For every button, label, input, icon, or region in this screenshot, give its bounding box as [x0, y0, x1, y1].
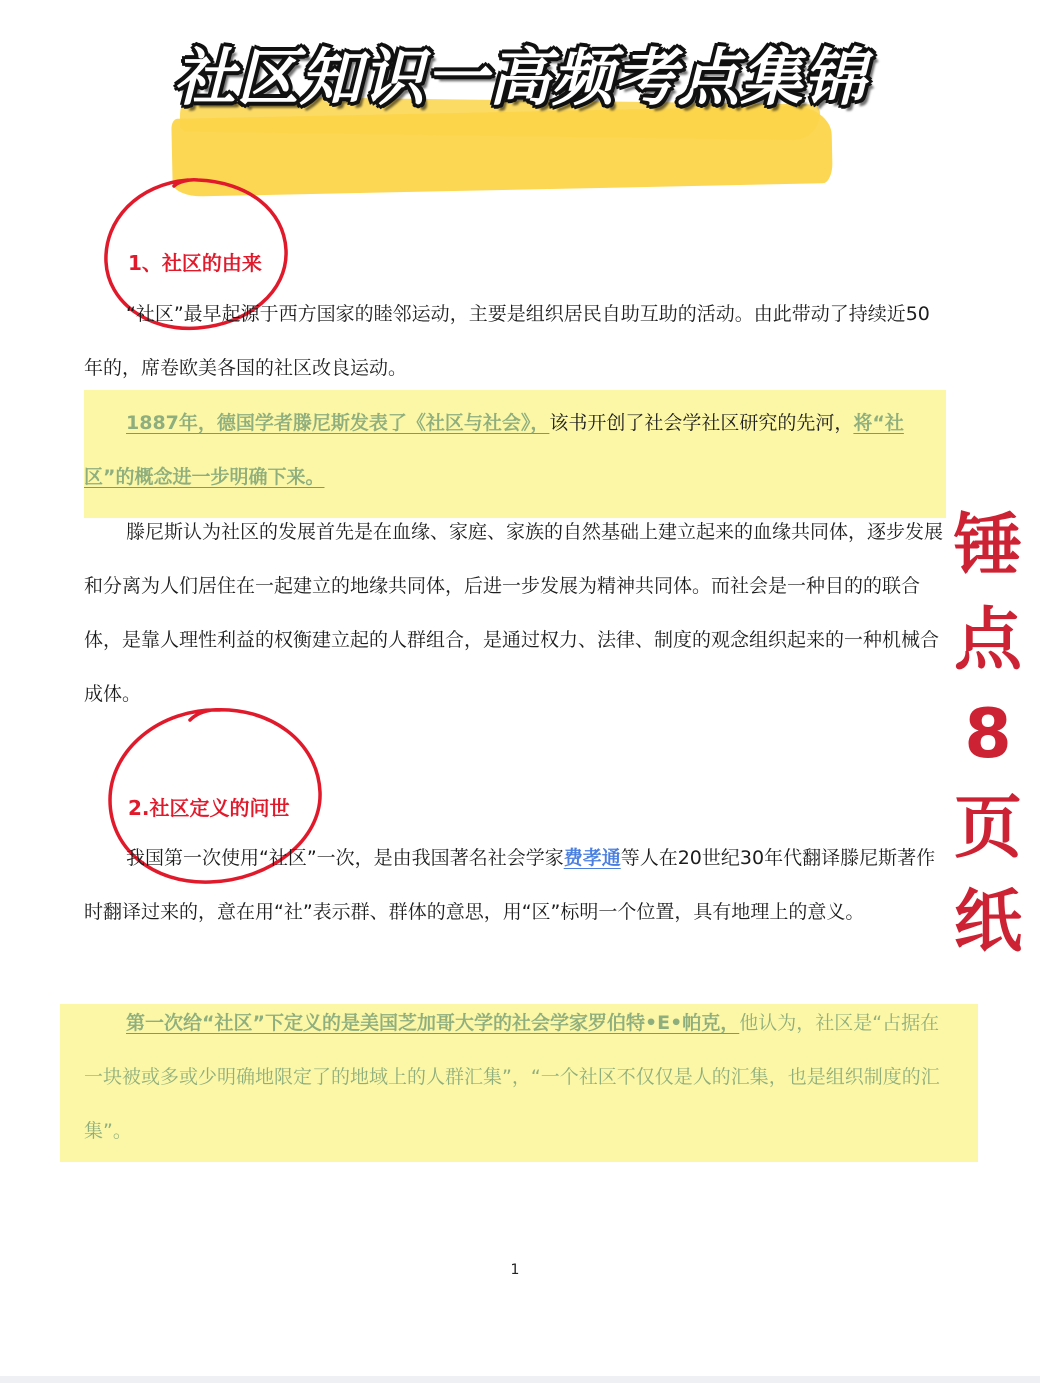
bottom-divider	[0, 1376, 1040, 1383]
section1-paragraph-2	[84, 396, 946, 504]
section2-heading: 2.社区定义的问世	[128, 796, 290, 820]
section1-paragraph-1: “社区”最早起源于西方国家的睦邻运动，主要是组织居民自助互助的活动。由此带动了持续近50年的，席卷欧美各国的社区改良运动。	[84, 303, 930, 379]
paragraph-2-rest: 他认为，社区是“占据在一块被或多或少明确地限定了的地域上的人群汇集”，“一个社区不仅仅是人的汇集，也是组织制度的汇集”。	[84, 1012, 940, 1142]
highlight-text-concept: 将“社区”的概念进一步明确下来。	[84, 412, 904, 488]
side-label-char-5: 纸	[953, 883, 1022, 962]
section2-paragraph-1	[84, 831, 946, 939]
section2-paragraph-2	[84, 996, 946, 1158]
paragraph-text: 我国第一次使用“社区”一次，是由我国著名社会学家	[126, 847, 564, 869]
highlight-text-park: 第一次给“社区”下定义的是美国芝加哥大学的社会学家罗伯特•E•帕克，	[126, 1012, 740, 1034]
paragraph-text-cont: 等人在20世纪30年代翻译滕尼斯著作时翻译过来的，意在用“社”表示群、群体的意思，用“区”标明一个位置，具有地理上的意义。	[84, 847, 936, 923]
side-label-char-3: 8	[964, 695, 1012, 774]
highlight-text-tonnies: 1887年，德国学者滕尼斯发表了《社区与社会》，	[126, 412, 550, 434]
section1-heading: 1、社区的由来	[128, 251, 262, 275]
page-title: 社区知识一高频考点集锦	[173, 41, 867, 114]
side-label-char-2: 点	[953, 601, 1022, 680]
side-label-char-1: 锤	[953, 507, 1022, 586]
side-label	[948, 500, 1028, 970]
side-label-char-4: 页	[953, 789, 1022, 868]
fei-xiaotong-link[interactable]: 费孝通	[563, 847, 621, 869]
paragraph-2-rest: 该书开创了社会学社区研究的先河，	[549, 412, 854, 434]
section1-paragraph-3: 滕尼斯认为社区的发展首先是在血缘、家庭、家族的自然基础上建立起来的血缘共同体，逐步发展和分离为人们居住在一起建立的地缘共同体，后进一步发展为精神共同体。而社会是一种目的的联合体，是靠人理性利益的权衡建立起的人群组合，是通过权力、法律、制度的观念组织起来的一种机械合成体。	[84, 521, 944, 705]
page-number: 1	[510, 1262, 520, 1278]
